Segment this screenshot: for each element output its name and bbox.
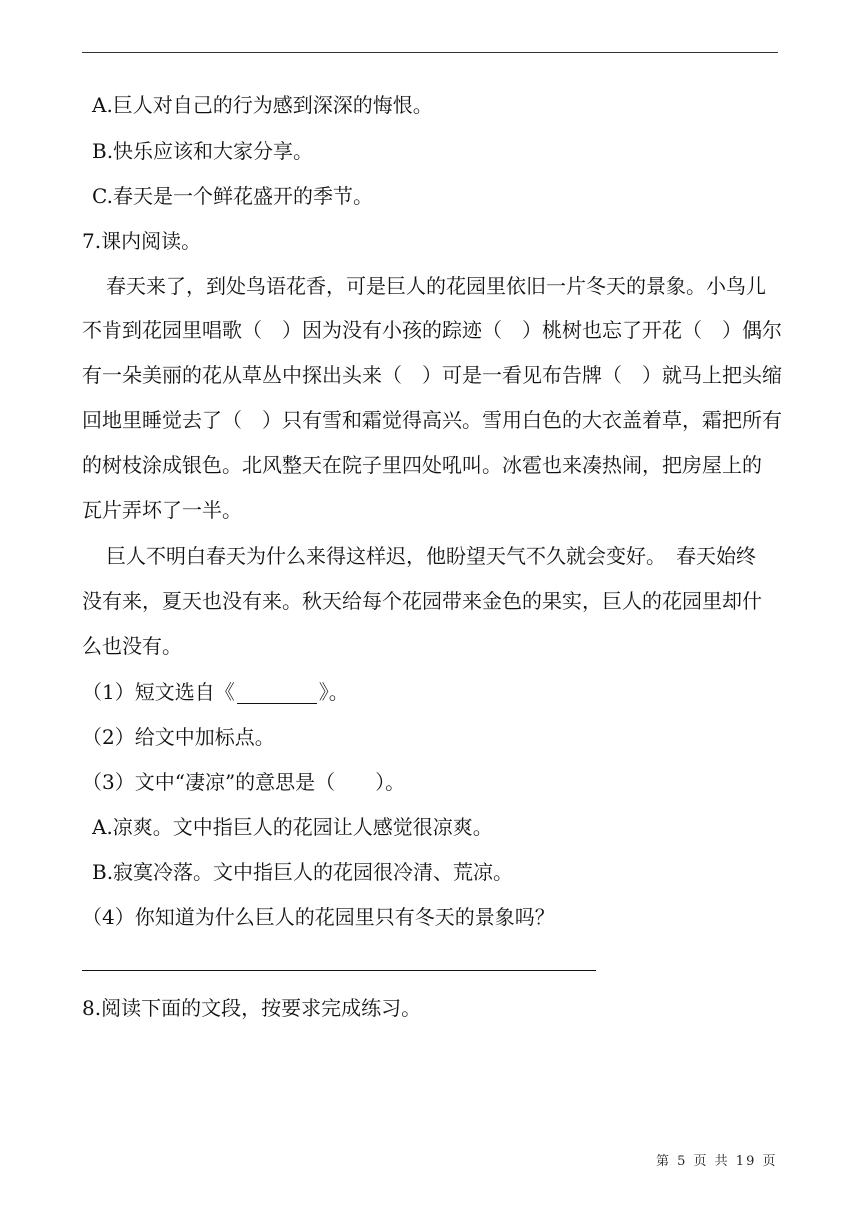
q7-sub4-answer-line[interactable]: [82, 970, 596, 971]
q7-sub3: （3）文中“凄凉”的意思是（ ）。: [82, 770, 406, 794]
q7-sub3-option-b: B.寂寞冷落。文中指巨人的花园很冷清、荒凉。: [92, 860, 514, 884]
q7-sub3-option-a: A.凉爽。文中指巨人的花园让人感觉很凉爽。: [92, 815, 493, 839]
q7-sub1-suffix: 》。: [318, 680, 349, 704]
q8-title: 8.阅读下面的文段，按要求完成练习。: [82, 996, 422, 1020]
q7-sub1-blank[interactable]: [237, 683, 317, 704]
header-rule: [82, 52, 778, 53]
q7-passage2-line: 没有来，夏天也没有来。秋天给每个花园带来金色的果实，巨人的花园里却什: [82, 589, 762, 613]
q7-passage-line: 的树枝涂成银色。北风整天在院子里四处吼叫。冰雹也来凑热闹，把房屋上的: [82, 453, 762, 477]
q7-passage-line: 有一朵美丽的花从草丛中探出头来（ ）可是一看见布告牌（ ）就马上把头缩: [82, 363, 782, 387]
q7-passage2-line: 巨人不明白春天为什么来得这样迟，他盼望天气不久就会变好。 春天始终: [106, 544, 756, 568]
q7-sub1-prefix: （1）短文选自《: [82, 680, 235, 704]
q7-sub1: [82, 680, 349, 704]
q7-sub2: （2）给文中加标点。: [82, 725, 275, 749]
q7-passage-line: 回地里睡觉去了（ ）只有雪和霜觉得高兴。雪用白色的大衣盖着草，霜把所有: [82, 408, 782, 432]
q7-passage-line: 不肯到花园里唱歌（ ）因为没有小孩的踪迹（ ）桃树也忘了开花（ ）偶尔: [82, 318, 782, 342]
q7-passage2-line: 么也没有。: [82, 634, 182, 658]
q7-passage-line: 瓦片弄坏了一半。: [82, 498, 242, 522]
q7-sub4: （4）你知道为什么巨人的花园里只有冬天的景象吗？: [82, 905, 555, 929]
q6-option-c: C.春天是一个鲜花盛开的季节。: [92, 184, 373, 208]
q7-passage-line: 春天来了，到处鸟语花香，可是巨人的花园里依旧一片冬天的景象。小鸟儿: [106, 274, 766, 298]
q7-title: 7.课内阅读。: [82, 229, 202, 253]
page-footer: 第 5 页 共 19 页: [656, 1154, 778, 1169]
q6-option-a: A.巨人对自己的行为感到深深的悔恨。: [92, 93, 433, 117]
q6-option-b: B.快乐应该和大家分享。: [92, 139, 314, 163]
